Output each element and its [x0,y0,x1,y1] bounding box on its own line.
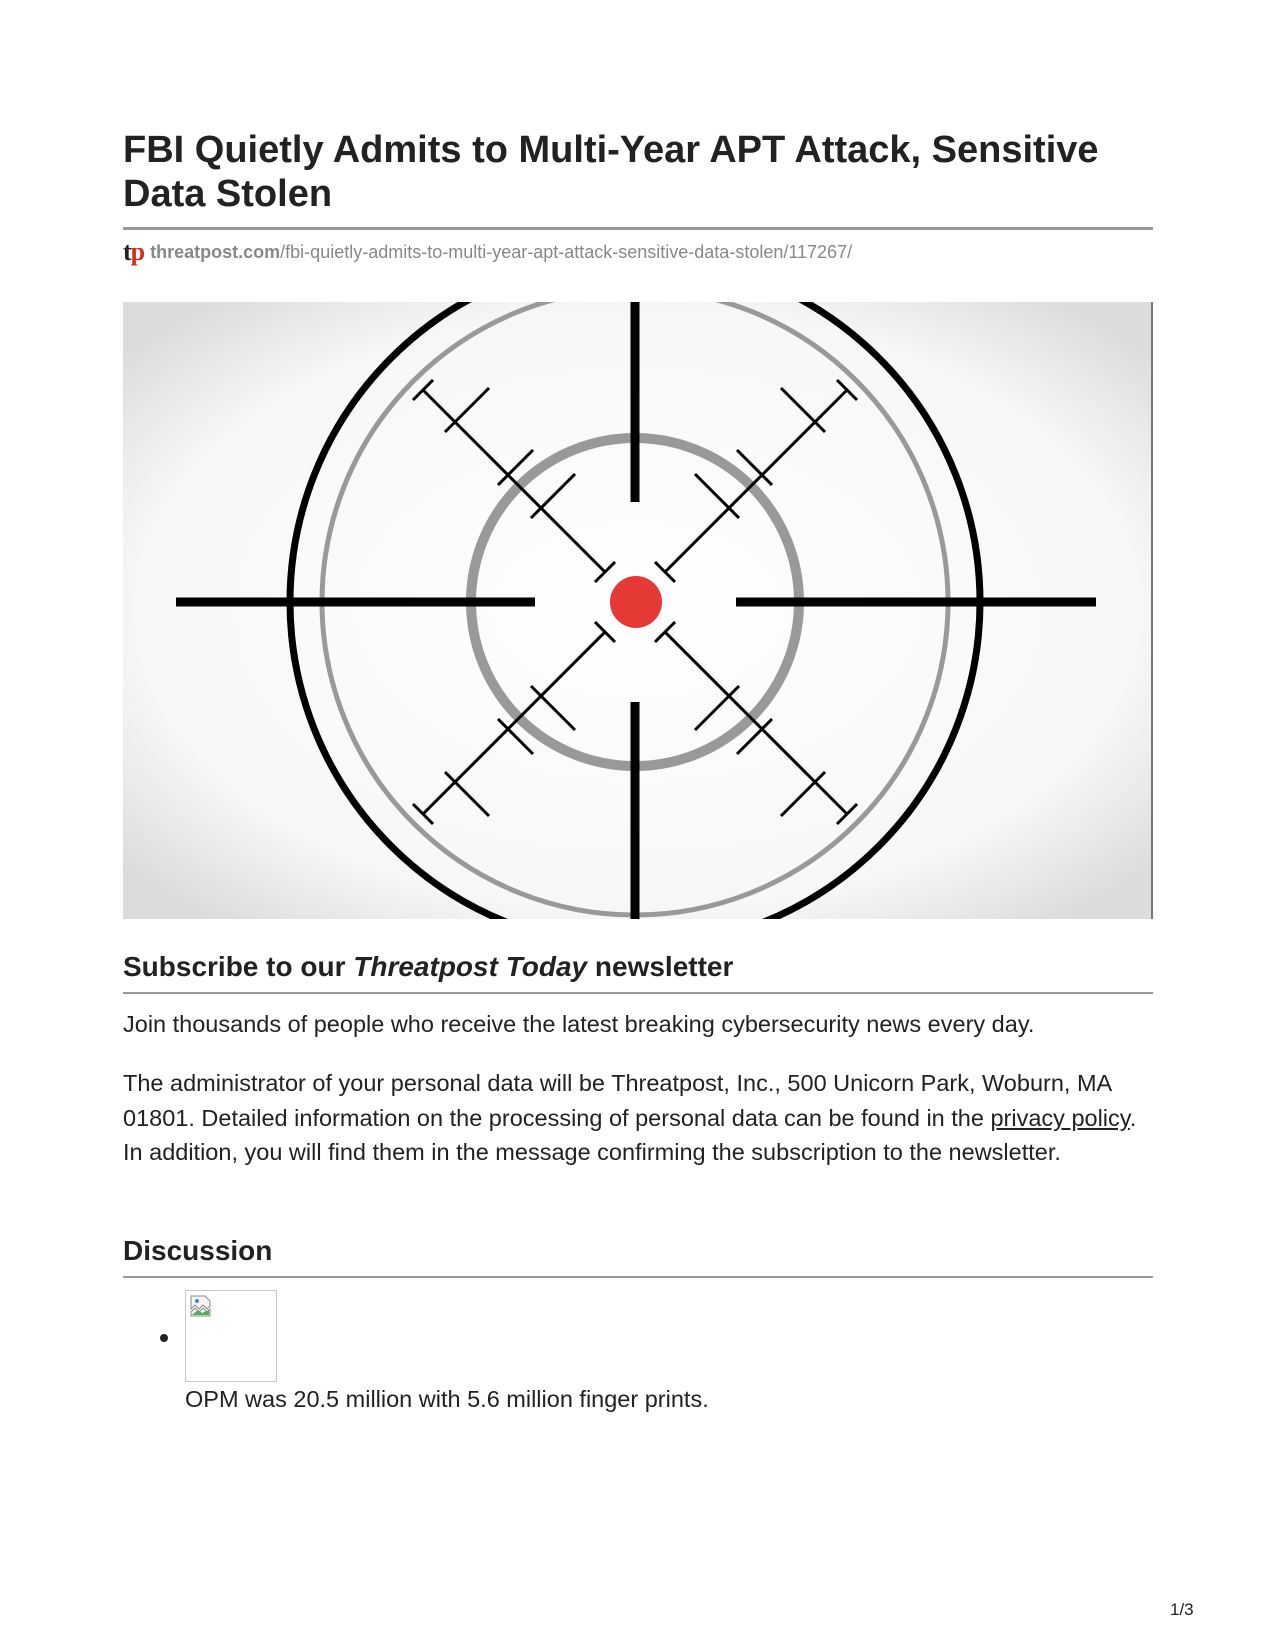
source-line [123,238,852,266]
discussion-heading: Discussion [123,1235,273,1266]
source-domain: threatpost.com [150,241,281,262]
title-divider [123,227,1153,230]
crosshair-target-icon [123,302,1153,919]
broken-image-icon [189,1294,213,1318]
source-url-link[interactable] [150,242,852,263]
source-path: /fbi-quietly-admits-to-multi-year-apt-attack-sensitive-data-stolen/117267/ [280,241,853,262]
page-number: 1/3 [1170,1600,1194,1619]
discussion-divider [123,1276,1153,1278]
privacy-policy-link[interactable]: privacy policy [990,1104,1130,1131]
comment-text: OPM was 20.5 million with 5.6 million finger prints. [185,1386,709,1412]
privacy-notice: The administrator of your personal data will be Threatpost, Inc., 500 Unicorn Park, Woburn, MA 01801. Detailed information on the processing of personal data can be found in the privacy policy. In addition, you will find them in the message confirming the subscription to the newsletter. [123,1070,1137,1165]
article-title: FBI Quietly Admits to Multi-Year APT Attack, Sensitive Data Stolen [123,129,1099,215]
newsletter-divider [123,992,1153,994]
threatpost-logo-icon: tp [123,237,145,266]
newsletter-heading: Subscribe to our Threatpost Today newsletter [123,951,734,982]
hero-image [123,302,1153,919]
avatar [185,1290,277,1382]
target-center-dot [610,576,662,628]
newsletter-intro: Join thousands of people who receive the latest breaking cybersecurity news every day. [123,1011,1035,1037]
bullet-icon [160,1334,168,1342]
